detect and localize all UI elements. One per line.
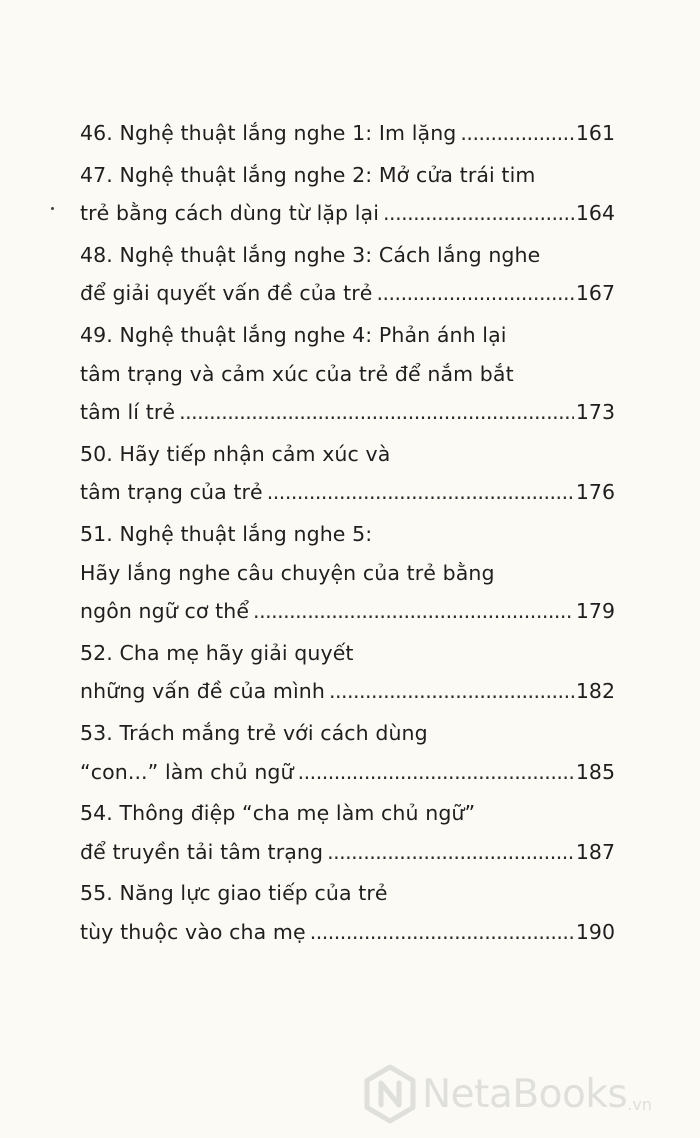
toc-entry-text: để truyền tải tâm trạng	[80, 839, 324, 864]
toc-entry-text: trẻ bằng cách dùng từ lặp lại	[80, 201, 380, 226]
toc-entry-text: 48. Nghệ thuật lắng nghe 3: Cách lắng nghe	[80, 242, 541, 267]
toc-entry-text: để giải quyết vấn đề của trẻ	[80, 281, 373, 306]
toc-entry-52	[80, 634, 615, 711]
toc-page-number: 173	[575, 400, 615, 425]
toc-entry-text: 51. Nghệ thuật lắng nghe 5:	[80, 521, 373, 546]
toc-entry-50	[80, 435, 615, 512]
watermark-suffix: .vn	[627, 1095, 652, 1114]
toc-entry-49	[80, 316, 615, 432]
toc-entry-text: những vấn đề của mình	[80, 679, 325, 704]
dot-leader	[329, 672, 574, 711]
hexagon-n-logo-icon	[360, 1064, 420, 1124]
dot-leader	[253, 592, 574, 631]
dot-leader	[298, 753, 574, 792]
dot-leader	[460, 114, 573, 153]
toc-entry-text: 53. Trách mắng trẻ với cách dùng	[80, 720, 428, 745]
toc-page-number: 176	[575, 480, 615, 505]
toc-entry-text: Hãy lắng nghe câu chuyện của trẻ bằng	[80, 560, 495, 585]
toc-page-number: 167	[575, 281, 615, 306]
toc-entry-51	[80, 515, 615, 631]
toc-entry-54	[80, 794, 615, 871]
dot-leader	[383, 194, 574, 233]
toc-entry-text: 54. Thông điệp “cha mẹ làm chủ ngữ”	[80, 801, 476, 826]
dot-leader	[267, 473, 574, 512]
toc-entry-48	[80, 236, 615, 313]
toc-page-number: 182	[575, 679, 615, 704]
table-of-contents	[80, 114, 615, 954]
toc-entry-text: tâm trạng và cảm xúc của trẻ để nắm bắt	[80, 361, 514, 386]
toc-page-number: 179	[575, 599, 615, 624]
watermark-brand: NetaBooks	[422, 1071, 628, 1117]
toc-entry-text: tùy thuộc vào cha mẹ	[80, 919, 306, 944]
toc-entry-text: 52. Cha mẹ hãy giải quyết	[80, 640, 354, 665]
toc-page-number: 187	[575, 839, 615, 864]
toc-entry-53	[80, 714, 615, 791]
toc-page-number: 164	[575, 201, 615, 226]
toc-entry-text: 46. Nghệ thuật lắng nghe 1: Im lặng	[80, 121, 457, 145]
dot-leader	[377, 274, 574, 313]
toc-page-number: 190	[575, 919, 615, 944]
dot-leader	[310, 913, 574, 952]
toc-entry-text: 50. Hãy tiếp nhận cảm xúc và	[80, 441, 391, 466]
dot-leader	[327, 833, 574, 872]
watermark	[360, 1062, 690, 1126]
toc-page-number: 161	[575, 121, 615, 145]
toc-page-number: 185	[575, 759, 615, 784]
toc-entry-46	[80, 114, 615, 153]
toc-entry-text: tâm lí trẻ	[80, 400, 176, 425]
toc-entry-text: 49. Nghệ thuật lắng nghe 4: Phản ánh lại	[80, 322, 507, 347]
dot-leader	[179, 393, 574, 432]
toc-entry-47	[80, 156, 615, 233]
toc-entry-55	[80, 874, 615, 951]
toc-entry-text: “con...” làm chủ ngữ	[80, 759, 294, 784]
toc-entry-text: tâm trạng của trẻ	[80, 480, 263, 505]
toc-entry-text: ngôn ngữ cơ thể	[80, 599, 250, 624]
toc-entry-text: 47. Nghệ thuật lắng nghe 2: Mở cửa trái tim	[80, 162, 536, 187]
toc-entry-text: 55. Năng lực giao tiếp của trẻ	[80, 881, 388, 906]
paper-speck	[51, 207, 54, 210]
